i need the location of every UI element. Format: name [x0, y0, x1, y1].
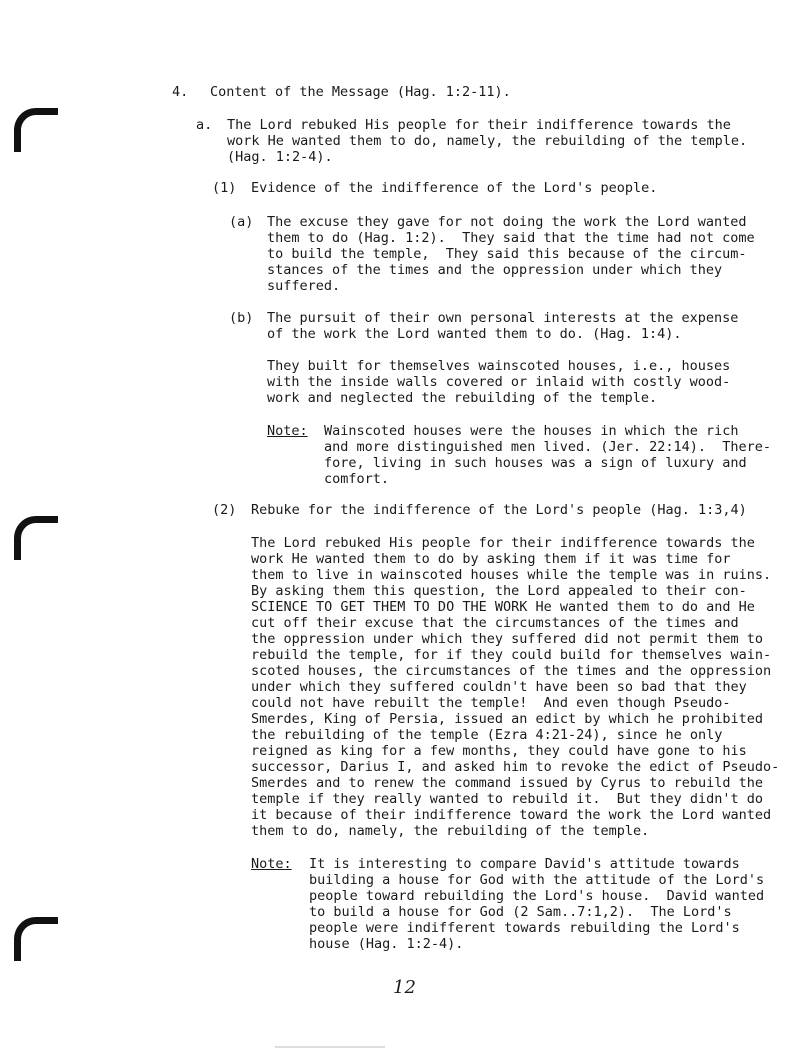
rebuke-paragraph: The Lord rebuked His people for their indifference towards the work He wanted them to do by asking them if it was time for them to live in wainscoted houses while the temple was in ruins. By asking them this question, the Lord appealed to their con- SCIENCE TO GET THEM TO DO THE WORK He wanted them to do and He cut off their excuse that the circumstances of the times and the oppression under which they suffered did not permit them to rebuild the temple, for if they could build for themselves wain- scoted houses, the circumstances of the times and the oppression under which they suffered couldn't have been so bad that they could not have rebuilt the temple! And even though Pseudo- Smerdes, King of Persia, issued an edict by which he prohibited the rebuilding of the temple (Ezra 4:21-24), since he only reigned as king for a few months, they could have gone to his successor, Darius I, and asked him to revoke the edict of Pseudo- Smerdes and to renew the command issued by Cyrus to rebuild the temple if they really wanted to rebuild it. But they didn't do it because of their indifference toward the work the Lord wanted them to do, namely, the rebuilding of the temple. [251, 535, 780, 839]
item-1a-label: (a) [229, 214, 254, 230]
wainscoted-paragraph: They built for themselves wainscoted houses, i.e., houses with the inside walls covered or inlaid with costly wood- work and neglected the rebuilding of the temple. [267, 358, 731, 406]
binder-hole-mark [14, 917, 58, 961]
note-label: Note: [251, 856, 292, 872]
item-2-heading: Rebuke for the indifference of the Lord's people (Hag. 1:3,4) [251, 502, 747, 518]
section-title: Content of the Message (Hag. 1:2-11). [210, 84, 511, 100]
note-1-text: Wainscoted houses were the houses in which the rich and more distinguished men lived. (Jer. 22:14). There- fore, living in such houses was a sign of luxury and comfort. [324, 423, 772, 487]
note-label: Note: [267, 423, 308, 439]
item-1-label: (1) [212, 180, 237, 196]
section-number: 4. [172, 84, 189, 100]
item-2-label: (2) [212, 502, 237, 518]
page-number: 12 [393, 977, 416, 998]
binder-hole-mark [14, 108, 58, 152]
item-a-label: a. [196, 117, 213, 133]
bottom-divider [275, 1046, 385, 1048]
item-a-text: The Lord rebuked His people for their indifference towards the work He wanted them to do, namely, the rebuilding of the temple. (Hag. 1:2-4). [227, 117, 748, 165]
binder-hole-mark [14, 516, 58, 560]
item-1a-text: The excuse they gave for not doing the work the Lord wanted them to do (Hag. 1:2). They said that the time had not come to build the temple, They said this because of the circum- stances of the times and the oppression under which they suffered. [267, 214, 755, 294]
item-1b-text: The pursuit of their own personal interests at the expense of the work the Lord wanted them to do. (Hag. 1:4). [267, 310, 739, 342]
item-1-heading: Evidence of the indifference of the Lord's people. [251, 180, 658, 196]
note-2-text: It is interesting to compare David's attitude towards building a house for God with the attitude of the Lord's people toward rebuilding the Lord's house. David wanted to build a house for God (2 Sam..7:1,2). The Lord's people were indifferent towards rebuilding the Lord's house (Hag. 1:2-4). [309, 856, 765, 952]
item-1b-label: (b) [229, 310, 254, 326]
